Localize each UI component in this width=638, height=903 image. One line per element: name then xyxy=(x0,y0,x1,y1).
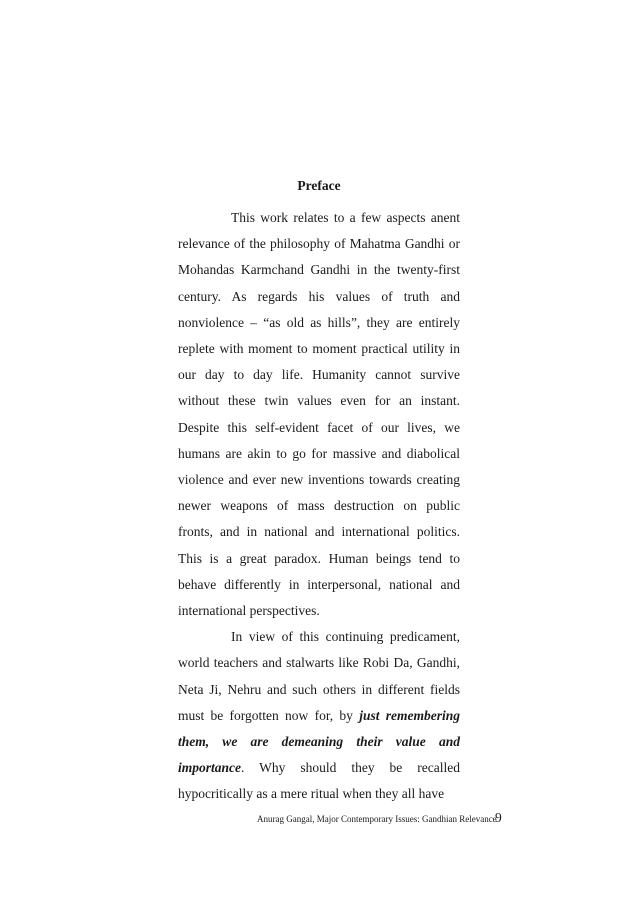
paragraph-1: This work relates to a few aspects anent relevance of the philosophy of Mahatma Gandhi or Mohandas Karmchand Gandhi in the twenty-first century. As regards his values of truth and nonviolence – “as old as hills”, they are entirely replete with moment to moment practical utility in our day to day life. Humanity cannot survive without these twin values even for an instant. Despite this self-evident facet of our lives, we humans are akin to go for massive and diabolical violence and ever new inventions towards creating newer weapons of mass destruction on public fronts, and in national and international politics. This is a great paradox. Human beings tend to behave differently in interpersonal, national and international perspectives. xyxy=(178,210,460,619)
page-footer: Anurag Gangal, Major Contemporary Issues: Gandhian Relevance xyxy=(257,814,497,824)
page-title: Preface xyxy=(297,178,341,193)
paragraph-2-before: In view of this continuing predicament, world teachers and stalwarts like Robi Da, Gandhi, Neta Ji, Nehru and such others in different fields must be forgotten now for, by xyxy=(178,629,460,723)
paragraph-2-emphasis: just remembering them, we are demeaning their value and importance xyxy=(178,707,460,776)
paragraph-2 xyxy=(178,624,460,807)
page-number: 9 xyxy=(495,810,502,825)
paragraph-2-after: . Why should they be recalled hypocritically as a mere ritual when they all have xyxy=(178,760,460,802)
body-text xyxy=(178,205,460,808)
